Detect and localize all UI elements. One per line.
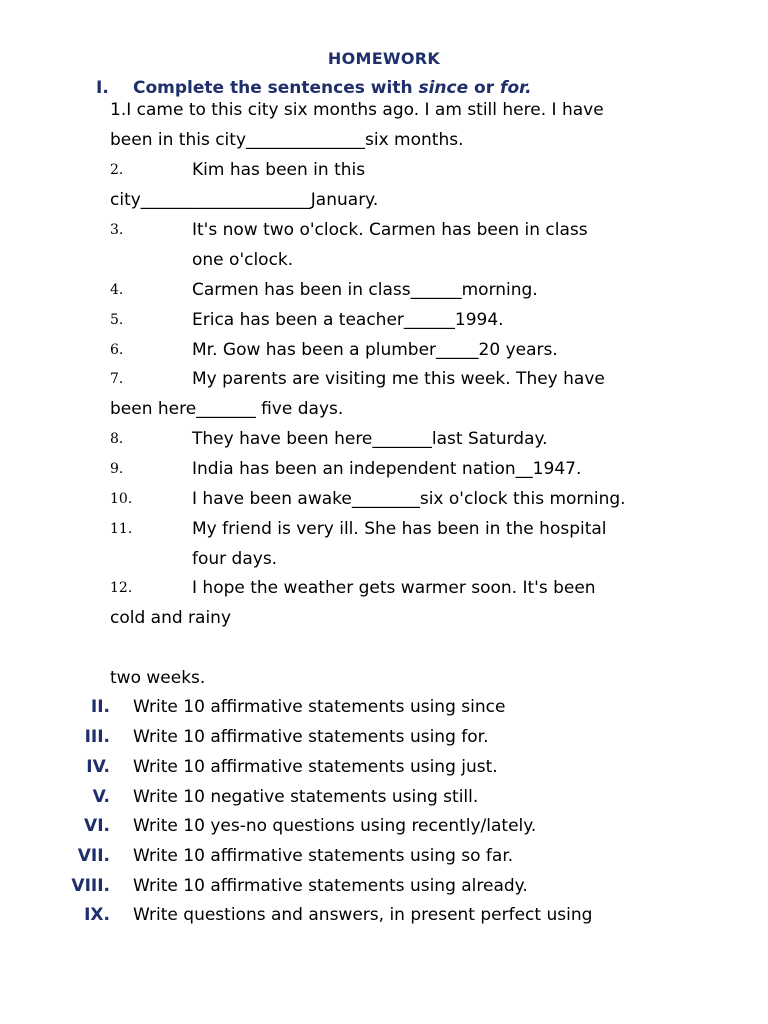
- question-number: 3.: [110, 222, 124, 238]
- question-number: 7.: [110, 371, 124, 387]
- question-continuation: cold and rainy: [110, 608, 232, 628]
- section-1-mid: or: [468, 78, 501, 98]
- section-instruction: Write 10 affirmative statements using just.: [133, 757, 498, 777]
- question-continuation: two weeks.: [110, 668, 206, 688]
- section-numeral: V.: [92, 787, 110, 807]
- section-numeral: IV.: [86, 757, 110, 777]
- question-continuation: four days.: [192, 549, 278, 569]
- question-text: Erica has been a teacher______1994.: [192, 310, 504, 330]
- question-text: Carmen has been in class______morning.: [192, 280, 538, 300]
- section-1-numeral: I.: [96, 78, 109, 98]
- question-number: 11.: [110, 521, 133, 537]
- question-text: I hope the weather gets warmer soon. It's been: [192, 578, 596, 598]
- question-continuation: city____________________January.: [110, 190, 379, 210]
- question-number: 12.: [110, 580, 133, 596]
- section-instruction: Write 10 affirmative statements using so far.: [133, 846, 514, 866]
- question-number: 6.: [110, 342, 124, 358]
- question-text: They have been here_______last Saturday.: [192, 429, 548, 449]
- question-number: 4.: [110, 282, 124, 298]
- question-text: It's now two o'clock. Carmen has been in class: [192, 220, 588, 240]
- section-1-prefix: Complete the sentences with: [133, 78, 419, 98]
- question-continuation: been here_______ five days.: [110, 399, 344, 419]
- section-instruction: Write 10 negative statements using still.: [133, 787, 479, 807]
- question-text: My parents are visiting me this week. They have: [192, 369, 605, 389]
- question-number: 10.: [110, 491, 133, 507]
- question-number: 8.: [110, 431, 124, 447]
- section-numeral: VII.: [77, 846, 110, 866]
- section-1-word-for: for.: [500, 78, 532, 98]
- section-instruction: Write 10 affirmative statements using already.: [133, 876, 528, 896]
- section-1-word-since: since: [418, 78, 469, 98]
- question-text: My friend is very ill. She has been in the hospital: [192, 519, 607, 539]
- question-continuation: one o'clock.: [192, 250, 294, 270]
- question-text: India has been an independent nation__1947.: [192, 459, 582, 479]
- page-title: HOMEWORK: [327, 49, 441, 68]
- section-numeral: III.: [84, 727, 110, 747]
- question-text: Kim has been in this: [192, 160, 366, 180]
- question-number: 5.: [110, 312, 124, 328]
- question-1-line-2: been in this city______________six months.: [110, 130, 464, 150]
- question-1-line-1: 1.I came to this city six months ago. I am still here. I have: [110, 100, 604, 120]
- section-instruction: Write questions and answers, in present perfect using: [133, 905, 593, 925]
- section-numeral: II.: [90, 697, 110, 717]
- section-numeral: VIII.: [71, 876, 110, 896]
- section-1-heading: [96, 78, 532, 98]
- section-instruction: Write 10 affirmative statements using since: [133, 697, 506, 717]
- section-numeral: IX.: [84, 905, 110, 925]
- question-text: Mr. Gow has been a plumber_____20 years.: [192, 340, 558, 360]
- question-number: 9.: [110, 461, 124, 477]
- section-instruction: Write 10 yes-no questions using recently/lately.: [133, 816, 537, 836]
- section-instruction: Write 10 affirmative statements using for.: [133, 727, 489, 747]
- question-number: 2.: [110, 162, 124, 178]
- section-numeral: VI.: [84, 816, 110, 836]
- question-text: I have been awake________six o'clock this morning.: [192, 489, 626, 509]
